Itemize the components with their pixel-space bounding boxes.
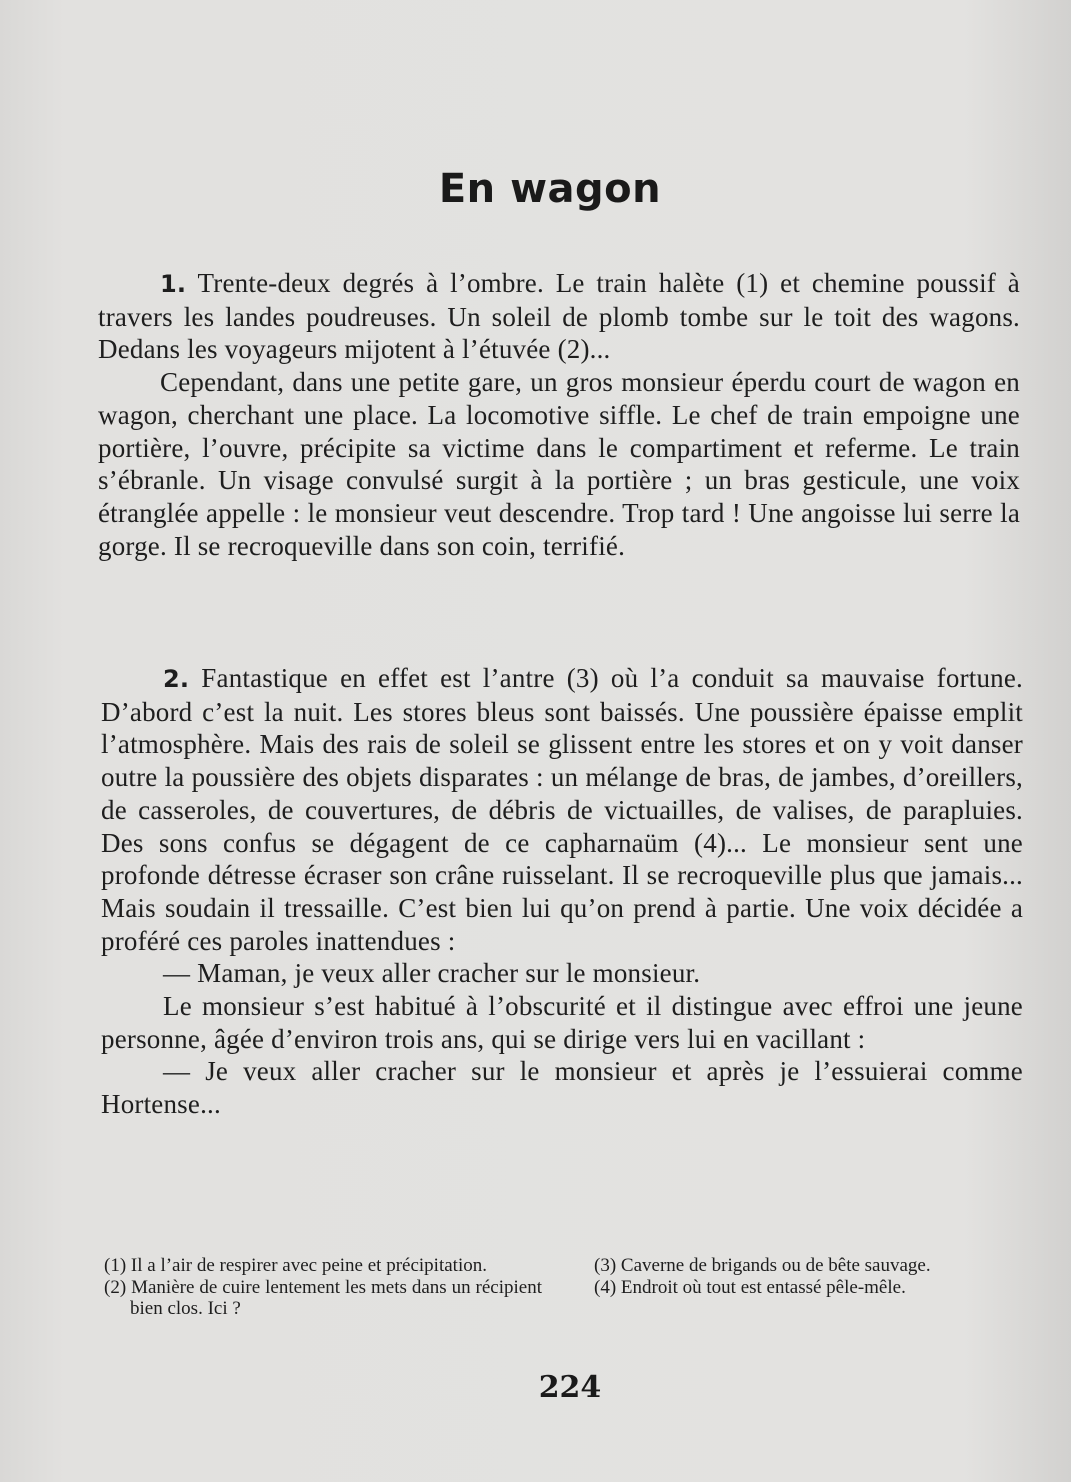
footnotes-left-column [104, 1255, 542, 1320]
section-2-paragraph-1 [101, 662, 1023, 957]
section-2 [101, 662, 1023, 1121]
footnote-ref-1: (1) [736, 268, 769, 298]
section-1-number: 1. [160, 270, 187, 298]
footnote-ref-3: (3) [566, 663, 599, 693]
footnote-2-mark: (2) [104, 1276, 127, 1298]
footnotes-right-column [594, 1255, 1030, 1298]
footnote-3-text: Caverne de brigands ou de bête sauvage. [616, 1255, 931, 1276]
footnote-1 [104, 1255, 542, 1277]
section-1-paragraph-1 [98, 267, 1020, 366]
footnote-4-mark: (4) [594, 1276, 617, 1298]
section-2-dialogue-2: — Je veux aller cracher sur le monsieur et après je l’essuierai comme Hortense... [101, 1056, 1023, 1120]
section-1-paragraph-2: Cependant, dans une petite gare, un gros monsieur éperdu court de wagon en wagon, cherchant une place. La locomotive siffle. Le chef de train empoigne une portière, l’ouvre, précipite sa victime dans le compartiment et referme. Le train s’ébranle. Un visage convulsé surgit à la portière ; un bras gesticule, une voix étranglée appelle : le monsieur veut descendre. Trop tard ! Une angoisse lui serre la gorge. Il se recroqueville dans son coin, terrifié. [98, 367, 1020, 561]
footnote-4 [594, 1277, 1030, 1299]
section-1-p1-text-b: et chemine poussif à travers les landes poudreuses. Un soleil de plomb tombe sur le toit des wagons. Dedans les voyageurs mijotent à l’étuvée [98, 268, 1020, 365]
section-2-p1-text-c: ... Le monsieur sent une profonde détresse écraser son crâne ruisselant. Il se recroqueville plus que jamais... Mais soudain il tressaille. C’est bien lui qu’on prend à partie. Une voix décidée a proféré ces paroles inattendues : [101, 827, 1023, 956]
section-2-p1-text-b: où l’a conduit sa mauvaise fortune. D’abord c’est la nuit. Les stores bleus sont baissés. Une poussière épaisse emplit l’atmosphère. Mais des rais de soleil se glissent entre les stores et on y voit danser outre la poussière des objets disparates : un mélange de bras, de jambes, d’oreillers, de casseroles, de couvertures, de débris de victuailles, de valises, de parapluies. Des sons confus se dégagent de ce capharnaüm [101, 663, 1023, 858]
footnote-2-text: Manière de cuire lentement les mets dans un récipient bien clos. Ici ? [126, 1276, 542, 1319]
section-1 [98, 267, 1020, 562]
section-2-number: 2. [163, 665, 190, 693]
section-2-paragraph-3: Le monsieur s’est habitué à l’obscurité et il distingue avec effroi une jeune personne, âgée d’environ trois ans, qui se dirige vers lui en vacillant : [101, 991, 1023, 1054]
footnote-2 [104, 1277, 542, 1320]
footnote-3-mark: (3) [594, 1255, 617, 1276]
footnote-4-text: Endroit où tout est entassé pêle-mêle. [616, 1276, 906, 1298]
section-2-dialogue-1: — Maman, je veux aller cracher sur le monsieur. [163, 958, 701, 989]
section-1-p1-text-a: Trente-deux degrés à l’ombre. Le train halète [186, 268, 737, 298]
section-1-p1-text-c: ... [589, 334, 611, 365]
footnote-1-text: Il a l’air de respirer avec peine et précipitation. [126, 1255, 487, 1276]
page-number: 224 [538, 1370, 602, 1405]
footnote-3 [594, 1255, 1030, 1277]
footnote-1-mark: (1) [104, 1255, 127, 1276]
footnote-ref-4: (4) [694, 827, 727, 858]
page-title: En wagon [438, 166, 662, 212]
section-2-p1-text-a: Fantastique en effet est l’antre [189, 663, 567, 693]
footnote-ref-2: (2) [557, 334, 590, 365]
